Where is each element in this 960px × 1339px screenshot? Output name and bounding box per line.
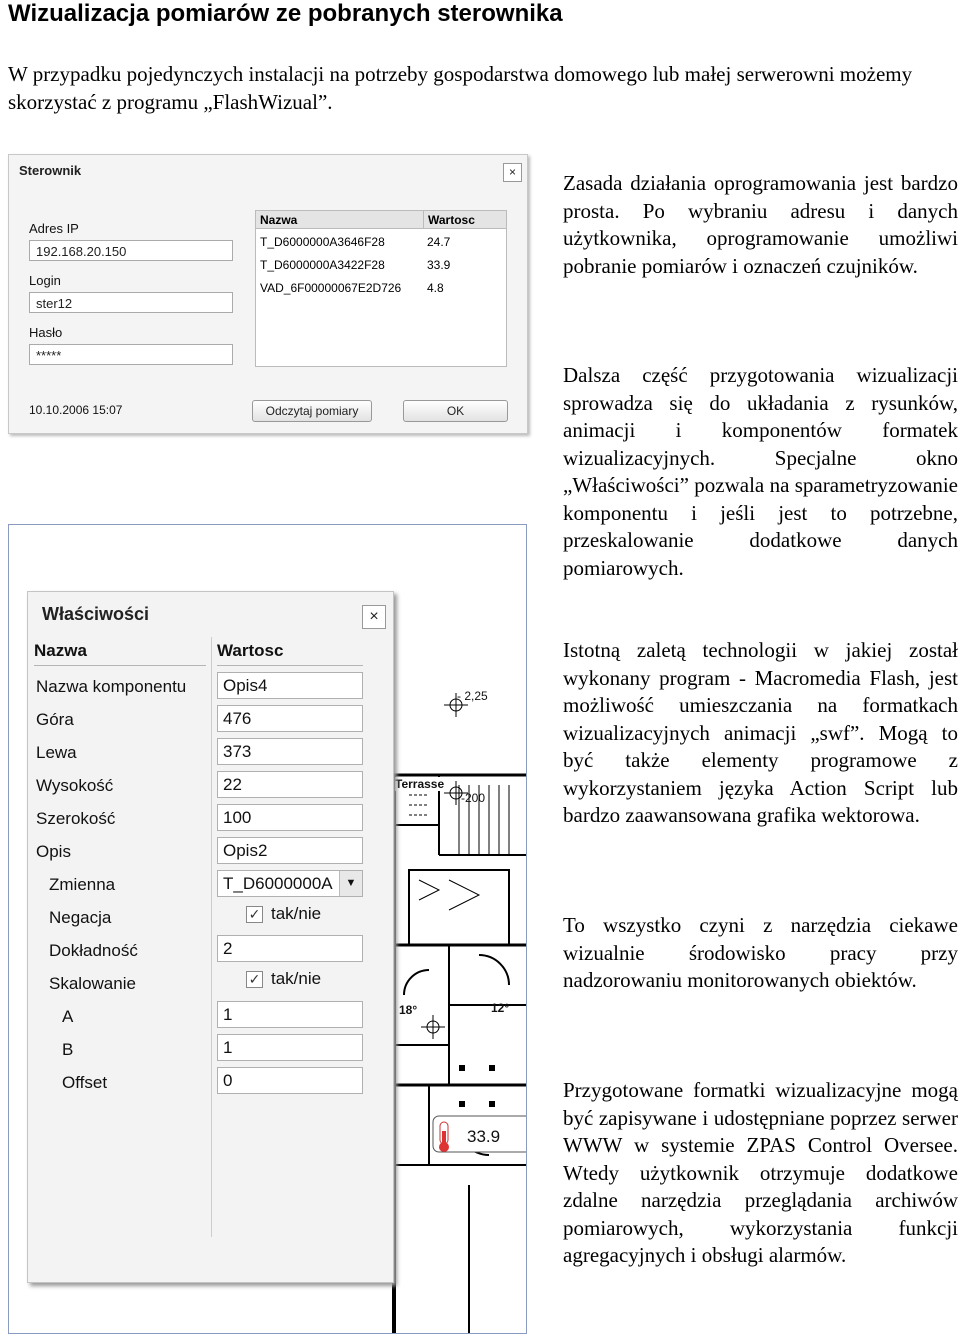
- list-item[interactable]: [256, 277, 506, 300]
- datetime-label: 10.10.2006 15:07: [29, 403, 123, 417]
- property-width-input[interactable]: 100: [217, 804, 363, 831]
- plan-level-label: -200: [461, 791, 486, 805]
- plan-room-label: Terrasse: [395, 777, 445, 791]
- paragraph-environment: To wszystko czyni z narzędzia ciekawe wizualnie środowisko pracy przy nadzorowaniu monitorowanych obiektów.: [563, 913, 958, 992]
- paragraph-technology: Istotną zaletą technologii w jakiej został wykonany program - Macromedia Flash, jest możliwość umieszczania na formatkach wizualizacyjnych animacji „swf”. Mogą to być także elementy programowe z wykorzystaniem języka Action Script lub bardzo zaawansowana grafika wektorowa.: [563, 638, 958, 827]
- properties-close-button[interactable]: ×: [362, 605, 386, 629]
- password-field[interactable]: *****: [29, 344, 233, 365]
- properties-header-value: Wartosc: [217, 637, 363, 666]
- properties-dialog-title: Właściwości: [42, 604, 150, 624]
- list-item[interactable]: [256, 231, 506, 254]
- property-top-input[interactable]: 476: [217, 705, 363, 732]
- property-label-offset: Offset: [62, 1073, 108, 1092]
- scaling-checkbox-label: tak/nie: [271, 969, 322, 988]
- property-label-b: B: [62, 1040, 74, 1059]
- property-description-input[interactable]: Opis2: [217, 837, 363, 864]
- property-variable-value: T_D6000000A: [223, 874, 333, 893]
- property-b-input[interactable]: 1: [217, 1034, 363, 1061]
- page-title: Wizualizacja pomiarów ze pobranych sterownika: [8, 0, 563, 27]
- paragraph-visualization: Dalsza część przygotowania wizualizacji sprowadza się do układania z rysunków, animacji i komponentów formatek wizualizacyjnych. Specjalne okno „Właściwości” pozwala na sparametryzowanie komponentu i jeśli jest to potrzebne, przeskalowanie dodatkowe danych pomiarowych.: [563, 363, 958, 580]
- negation-checkbox[interactable]: ✓: [246, 906, 263, 923]
- read-measurements-button[interactable]: Odczytaj pomiary: [252, 400, 372, 422]
- property-label-negation: Negacja: [49, 908, 112, 927]
- password-label: Hasło: [29, 325, 63, 340]
- property-variable-dropdown[interactable]: [217, 870, 363, 897]
- sterownik-dialog-title: Sterownik: [19, 163, 82, 178]
- property-label-height: Wysokość: [36, 776, 114, 795]
- plan-temperature-label: 12°: [491, 1001, 510, 1015]
- sensor-value: 33.9: [427, 258, 451, 272]
- property-label-description: Opis: [36, 842, 71, 861]
- login-field[interactable]: ster12: [29, 292, 233, 313]
- sensor-list-header-value: Wartosc: [423, 211, 506, 229]
- ok-button[interactable]: OK: [403, 400, 508, 422]
- property-label-variable: Zmienna: [49, 875, 116, 894]
- scaling-checkbox[interactable]: ✓: [246, 971, 263, 988]
- properties-divider: [211, 637, 212, 1237]
- sensor-value: 4.8: [427, 281, 444, 295]
- properties-header-name: Nazwa: [34, 637, 206, 666]
- property-label-precision: Dokładność: [49, 941, 138, 960]
- login-label: Login: [29, 273, 61, 288]
- property-left-input[interactable]: 373: [217, 738, 363, 765]
- sterownik-dialog: [8, 154, 528, 434]
- thermometer-sensor-value[interactable]: 33.9: [467, 1127, 501, 1146]
- sensor-list[interactable]: [255, 210, 507, 367]
- property-a-input[interactable]: 1: [217, 1001, 363, 1028]
- sensor-list-header-name: Nazwa: [256, 211, 423, 229]
- negation-checkbox-label: tak/nie: [271, 904, 322, 923]
- property-label-width: Szerokość: [36, 809, 116, 828]
- ip-field[interactable]: 192.168.20.150: [29, 240, 233, 261]
- property-height-input[interactable]: 22: [217, 771, 363, 798]
- sensor-name: T_D6000000A3422F28: [260, 258, 385, 272]
- paragraph-principle: Zasada działania oprogramowania jest bardzo prosta. Po wybraniu adresu i danych użytkownika, oprogramowanie umożliwi pobranie pomiarów i oznaczeń czujników.: [563, 171, 958, 278]
- sterownik-close-button[interactable]: ×: [503, 163, 522, 182]
- property-label-top: Góra: [36, 710, 74, 729]
- property-label-a: A: [62, 1007, 74, 1026]
- properties-dialog: [27, 591, 394, 1283]
- intro-paragraph: W przypadku pojedynczych instalacji na potrzeby gospodarstwa domowego lub małej serwerowni możemy skorzystać z programu „FlashWizual”.: [8, 62, 913, 114]
- plan-level-label: - 2,25: [457, 689, 488, 703]
- sensor-name: VAD_6F00000067E2D726: [260, 281, 402, 295]
- sensor-name: T_D6000000A3646F28: [260, 235, 385, 249]
- plan-temperature-label: 18°: [399, 1003, 418, 1017]
- paragraph-web-server: Przygotowane formatki wizualizacyjne mogą być zapisywane i udostępniane poprzez serwer WWW w systemie ZPAS Control Oversee. Wtedy użytkownik otrzymuje dodatkowe zdalne narzędzia przeglądania archiwów pomiarowych, wykorzystania funkcji agregacyjnych i obsługi alarmów.: [563, 1078, 958, 1267]
- property-label-component-name: Nazwa komponentu: [36, 677, 187, 696]
- property-label-left: Lewa: [36, 743, 77, 762]
- property-precision-input[interactable]: 2: [217, 935, 363, 962]
- property-component-name-input[interactable]: Opis4: [217, 672, 363, 699]
- sensor-value: 24.7: [427, 235, 451, 249]
- ip-label: Adres IP: [29, 221, 79, 236]
- list-item[interactable]: [256, 254, 506, 277]
- chevron-down-icon[interactable]: ▼: [339, 871, 362, 896]
- property-offset-input[interactable]: 0: [217, 1067, 363, 1094]
- property-label-scaling: Skalowanie: [49, 974, 136, 993]
